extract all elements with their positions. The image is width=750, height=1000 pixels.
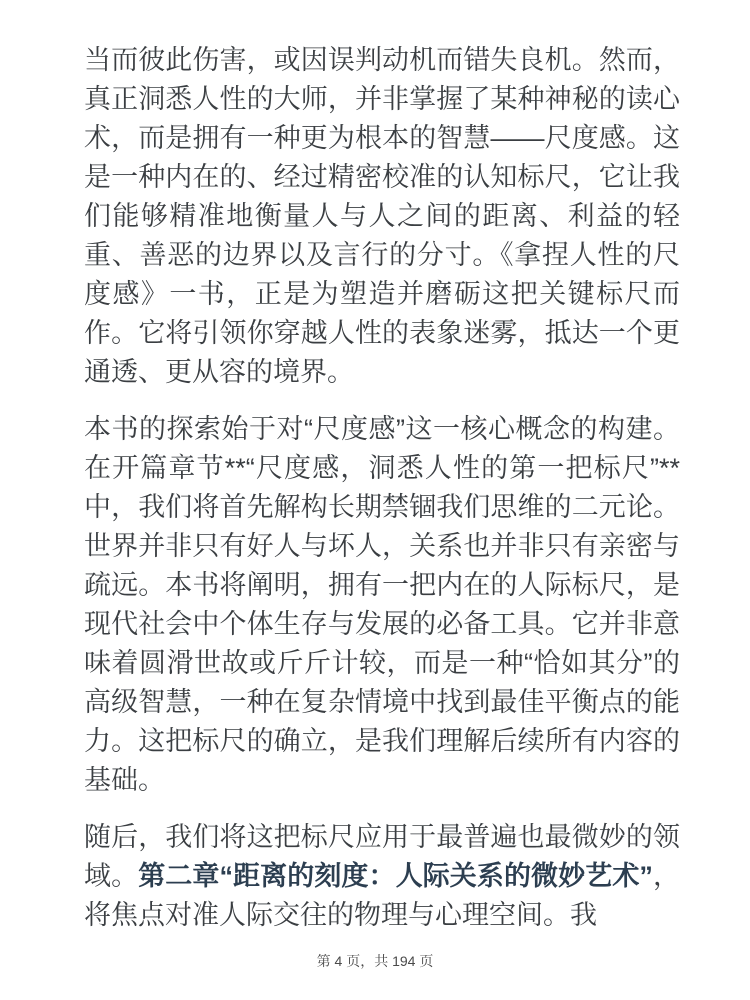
paragraph-3	[84, 818, 680, 935]
paragraph-2-text: 本书的探索始于对“尺度感”这一核心概念的构建。在开篇章节**“尺度感，洞悉人性的第一把标尺”**中，我们将首先解构长期禁锢我们思维的二元论。世界并非只有好人与坏人，关系也并非只有亲密与疏远。本书将阐明，拥有一把内在的人际标尺，是现代社会中个体生存与发展的必备工具。它并非意味着圆滑世故或斤斤计较，而是一种“恰如其分”的高级智慧，一种在复杂情境中找到最佳平衡点的能力。这把标尺的确立，是我们理解后续所有内容的基础。	[84, 414, 680, 795]
paragraph-2	[84, 410, 680, 800]
page-number-indicator: 第 4 页，共 194 页	[316, 953, 434, 969]
paragraph-1	[84, 41, 680, 392]
paragraph-3-text-lead: 随后，我们将这把标尺应用于最普遍也最微妙的领域。	[84, 822, 680, 891]
paragraph-3-text-trail: ，将焦点对准人际交往的物理与心理空间。我	[84, 861, 681, 930]
chapter-2-title-highlight: 第二章“距离的刻度：人际关系的微妙艺术”	[138, 861, 653, 891]
paragraph-1-text: 当而彼此伤害，或因误判动机而错失良机。然而，真正洞悉人性的大师，并非掌握了某种神秘的读心术，而是拥有一种更为根本的智慧——尺度感。这是一种内在的、经过精密校准的认知标尺，它让我们能够精准地衡量人与人之间的距离、利益的轻重、善恶的边界以及言行的分寸。《拿捏人性的尺度感》一书，正是为塑造并磨砺这把关键标尺而作。它将引领你穿越人性的表象迷雾，抵达一个更通透、更从容的境界。	[84, 45, 680, 387]
